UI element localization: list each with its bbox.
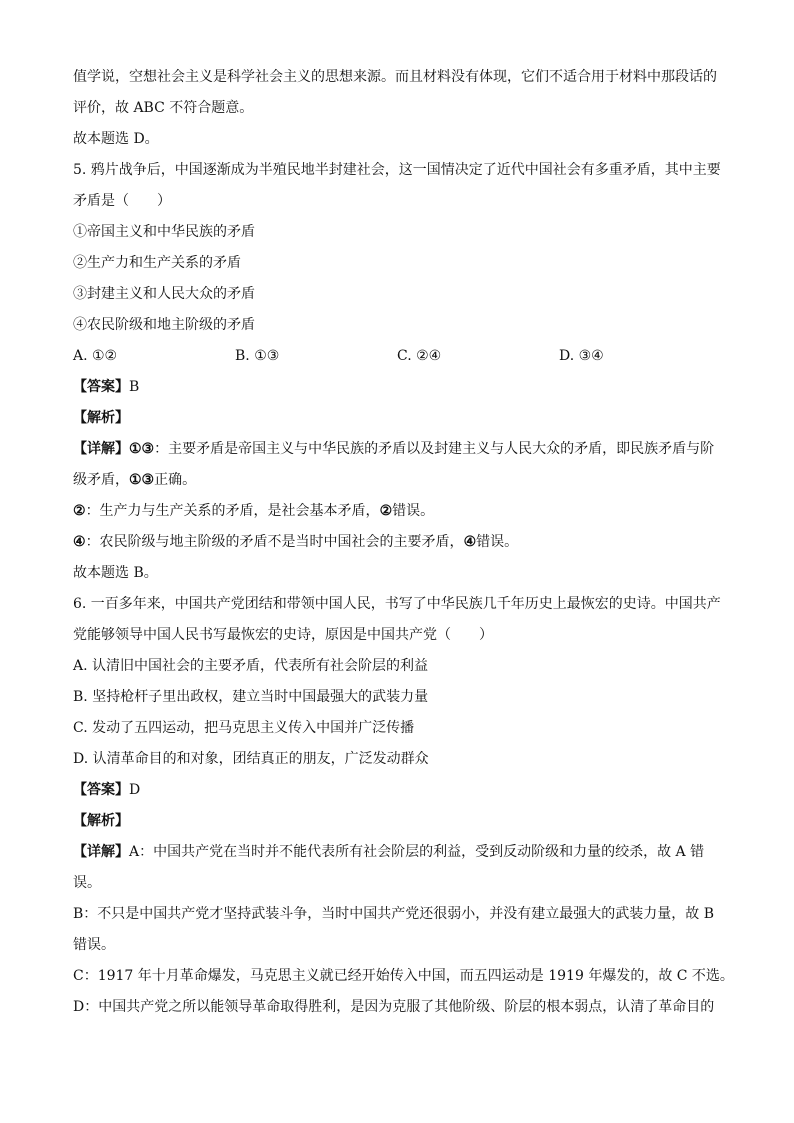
question-5-options — [73, 341, 723, 372]
detail-line: D：中国共产党之所以能领导革命取得胜利，是因为克服了其他阶级、阶层的根本弱点，认清了革命目的 — [73, 999, 715, 1015]
detail-lead: ④ — [73, 534, 86, 550]
question-5-stem: 5. 鸦片战争后，中国逐渐成为半殖民地半封建社会，这一国情决定了近代中国社会有多重矛盾，其中主要 — [73, 162, 721, 178]
detail-lead: ①③ — [129, 472, 155, 488]
document-page — [73, 62, 734, 1023]
detail-line — [73, 496, 723, 527]
option-a: A. 认清旧中国社会的主要矛盾，代表所有社会阶层的利益 — [73, 658, 429, 674]
analysis-line — [73, 403, 723, 434]
answer-tag: 【答案】 — [73, 782, 129, 798]
detail-line — [73, 837, 723, 868]
detail-line: B：不只是中国共产党才坚持武装斗争，当时中国共产党还很弱小，并没有建立最强大的武装力量，故 B — [73, 906, 715, 922]
option-d: D. 认清革命目的和对象，团结真正的朋友，广泛发动群众 — [73, 751, 429, 767]
analysis-tag: 【解析】 — [73, 410, 129, 426]
statement-item: ②生产力和生产关系的矛盾 — [73, 255, 241, 271]
detail-text: 正确。 — [154, 472, 197, 488]
detail-mark: ④ — [463, 534, 477, 550]
option-d: D. ③④ — [559, 348, 604, 364]
detail-lead: ② — [73, 503, 86, 519]
detail-tag: 【详解】 — [73, 441, 129, 457]
option-a: A. ①② — [73, 348, 118, 364]
detail-tag: 【详解】 — [73, 844, 129, 860]
answer-tag: 【答案】 — [73, 379, 129, 395]
detail-mark: ② — [379, 503, 393, 519]
conclusion-line: 故本题选 D。 — [73, 131, 159, 147]
detail-line: C：1917 年十月革命爆发，马克思主义就已经开始传入中国，而五四运动是 1919 年爆发的，故 C 不选。 — [73, 968, 734, 984]
answer-line — [73, 372, 723, 403]
text-line: 评价，故 ABC 不符合题意。 — [73, 100, 254, 116]
option-b: B. 坚持枪杆子里出政权，建立当时中国最强大的武装力量 — [73, 689, 429, 705]
detail-line — [73, 434, 723, 465]
detail-text: 级矛盾， — [73, 472, 129, 488]
detail-text: ：主要矛盾是帝国主义与中华民族的矛盾以及封建主义与人民大众的矛盾，即民族矛盾与阶 — [154, 441, 715, 457]
detail-text: ：农民阶级与地主阶级的矛盾不是当时中国社会的主要矛盾， — [85, 534, 464, 550]
detail-line — [73, 465, 723, 496]
statement-item: ③封建主义和人民大众的矛盾 — [73, 286, 255, 302]
statement-item: ①帝国主义和中华民族的矛盾 — [73, 224, 255, 240]
question-6-stem: 6. 一百多年来，中国共产党团结和带领中国人民，书写了中华民族几千年历史上最恢宏的史诗。中国共产 — [73, 596, 721, 612]
question-5-stem: 矛盾是（ ） — [73, 193, 171, 209]
detail-line: 错误。 — [73, 937, 115, 953]
answer-value: B — [129, 379, 140, 395]
answer-value: D — [129, 782, 141, 798]
answer-line — [73, 775, 723, 806]
option-c: C. 发动了五四运动，把马克思主义传入中国并广泛传播 — [73, 720, 415, 736]
detail-text: 错误。 — [476, 534, 519, 550]
conclusion-line: 故本题选 B。 — [73, 565, 158, 581]
detail-text: A：中国共产党在当时并不能代表所有社会阶层的利益，受到反动阶级和力量的绞杀，故 A 错 — [129, 844, 705, 860]
text-line: 值学说，空想社会主义是科学社会主义的思想来源。而且材料没有体现，它们不适合用于材料中那段话的 — [73, 69, 717, 85]
detail-line — [73, 527, 723, 558]
analysis-tag: 【解析】 — [73, 813, 129, 829]
option-c: C. ②④ — [397, 348, 442, 364]
detail-text: 错误。 — [392, 503, 435, 519]
detail-lead: ①③ — [129, 441, 155, 457]
question-6-stem: 党能够领导中国人民书写最恢宏的史诗，原因是中国共产党（ ） — [73, 627, 493, 643]
detail-line: 误。 — [73, 875, 101, 891]
option-b: B. ①③ — [235, 348, 280, 364]
statement-item: ④农民阶级和地主阶级的矛盾 — [73, 317, 255, 333]
detail-text: ：生产力与生产关系的矛盾，是社会基本矛盾， — [85, 503, 380, 519]
analysis-line — [73, 806, 723, 837]
